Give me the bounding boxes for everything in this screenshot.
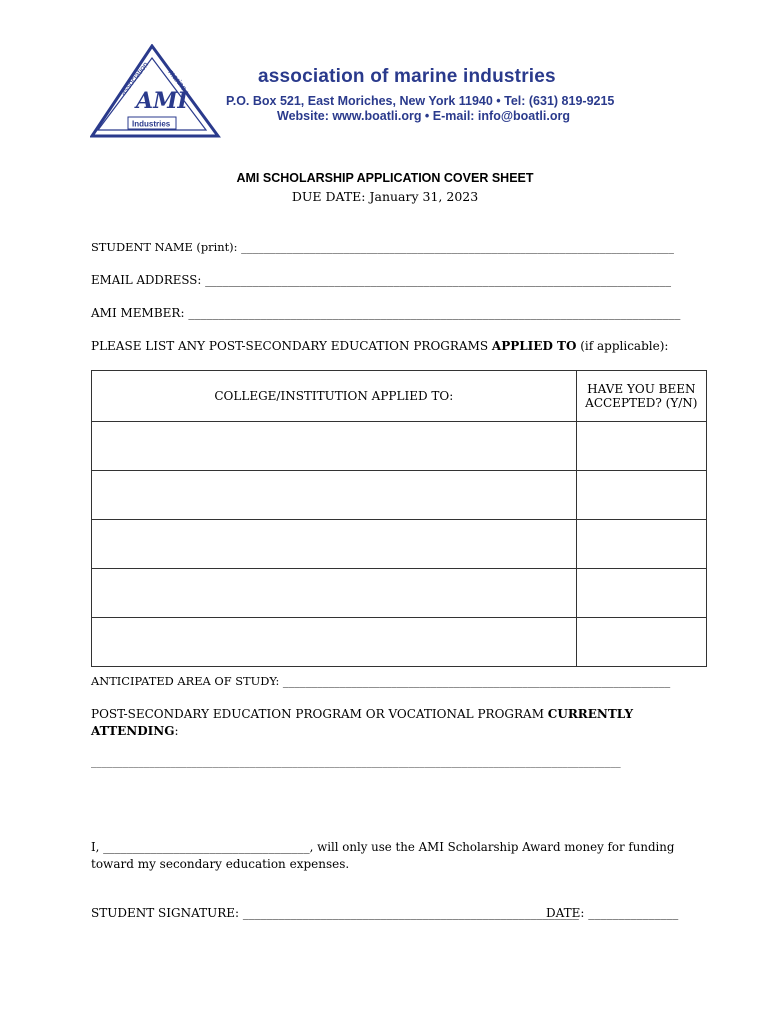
pledge-line-2: toward my secondary education expenses. bbox=[91, 857, 350, 871]
attending-instruction bbox=[91, 707, 633, 721]
college-cell[interactable] bbox=[92, 471, 577, 520]
student-name-field[interactable]: STUDENT NAME (print): ____________________________________________________________________________ bbox=[91, 240, 674, 254]
accepted-cell[interactable] bbox=[576, 569, 706, 618]
table-row bbox=[92, 422, 707, 471]
ami-logo-graphic bbox=[90, 44, 222, 140]
table-row bbox=[92, 471, 707, 520]
logo-ami-mark: AMI bbox=[136, 88, 188, 114]
organization-address: P.O. Box 521, East Moriches, New York 11940 • Tel: (631) 819-9215 bbox=[226, 94, 615, 108]
table-row bbox=[92, 569, 707, 618]
college-cell[interactable] bbox=[92, 569, 577, 618]
college-cell[interactable] bbox=[92, 618, 577, 667]
area-of-study-field[interactable]: ANTICIPATED AREA OF STUDY: ____________________________________________________________________ bbox=[91, 674, 671, 688]
college-cell[interactable] bbox=[92, 422, 577, 471]
due-date: DUE DATE: January 31, 2023 bbox=[291, 189, 479, 204]
table-row bbox=[92, 520, 707, 569]
student-signature-field[interactable]: STUDENT SIGNATURE: ________________________________________________________ bbox=[91, 906, 579, 920]
accepted-cell[interactable] bbox=[576, 618, 706, 667]
pledge-line-1[interactable]: I, ___________________________________, will only use the AMI Scholarship Award money for funding bbox=[91, 840, 675, 854]
college-column-header: COLLEGE/INSTITUTION APPLIED TO: bbox=[92, 371, 577, 422]
accepted-cell[interactable] bbox=[576, 520, 706, 569]
programs-suffix: (if applicable): bbox=[576, 339, 669, 353]
organization-name: association of marine industries bbox=[258, 66, 556, 87]
ami-member-field[interactable]: AMI MEMBER: __________________________________________________________________________________ bbox=[91, 306, 681, 320]
accepted-cell[interactable] bbox=[576, 422, 706, 471]
attending-bold-1: CURRENTLY bbox=[547, 707, 634, 721]
college-cell[interactable] bbox=[92, 520, 577, 569]
attending-field[interactable]: ____________________________________________________________________________________________________ bbox=[91, 756, 621, 768]
ami-logo bbox=[90, 44, 222, 140]
attending-suffix: : bbox=[174, 724, 179, 738]
logo-marine-text: marine bbox=[166, 67, 189, 93]
programs-prefix: PLEASE LIST ANY POST-SECONDARY EDUCATION PROGRAMS bbox=[91, 339, 492, 353]
form-title: AMI SCHOLARSHIP APPLICATION COVER SHEET bbox=[236, 171, 534, 185]
date-field[interactable]: DATE: _______________ bbox=[546, 906, 679, 920]
attending-bold-2: ATTENDING bbox=[91, 724, 175, 738]
logo-association-text: association bbox=[118, 60, 151, 98]
table-header-row bbox=[92, 371, 707, 422]
programs-table bbox=[91, 370, 707, 667]
accepted-cell[interactable] bbox=[576, 471, 706, 520]
accepted-header-line2: ACCEPTED? (Y/N) bbox=[585, 396, 698, 410]
attending-prefix: POST-SECONDARY EDUCATION PROGRAM OR VOCATIONAL PROGRAM bbox=[91, 707, 548, 721]
email-field[interactable]: EMAIL ADDRESS: _______________________________________________________________________________ bbox=[91, 273, 672, 287]
accepted-header-line1: HAVE YOU BEEN bbox=[587, 382, 696, 396]
organization-contact: Website: www.boatli.org • E-mail: info@boatli.org bbox=[277, 109, 570, 123]
programs-bold: APPLIED TO bbox=[491, 339, 577, 353]
table-row bbox=[92, 618, 707, 667]
logo-industries-text: Industries bbox=[132, 119, 171, 129]
programs-instruction bbox=[91, 339, 668, 353]
attending-instruction-cont bbox=[91, 724, 178, 738]
accepted-column-header bbox=[576, 371, 706, 422]
